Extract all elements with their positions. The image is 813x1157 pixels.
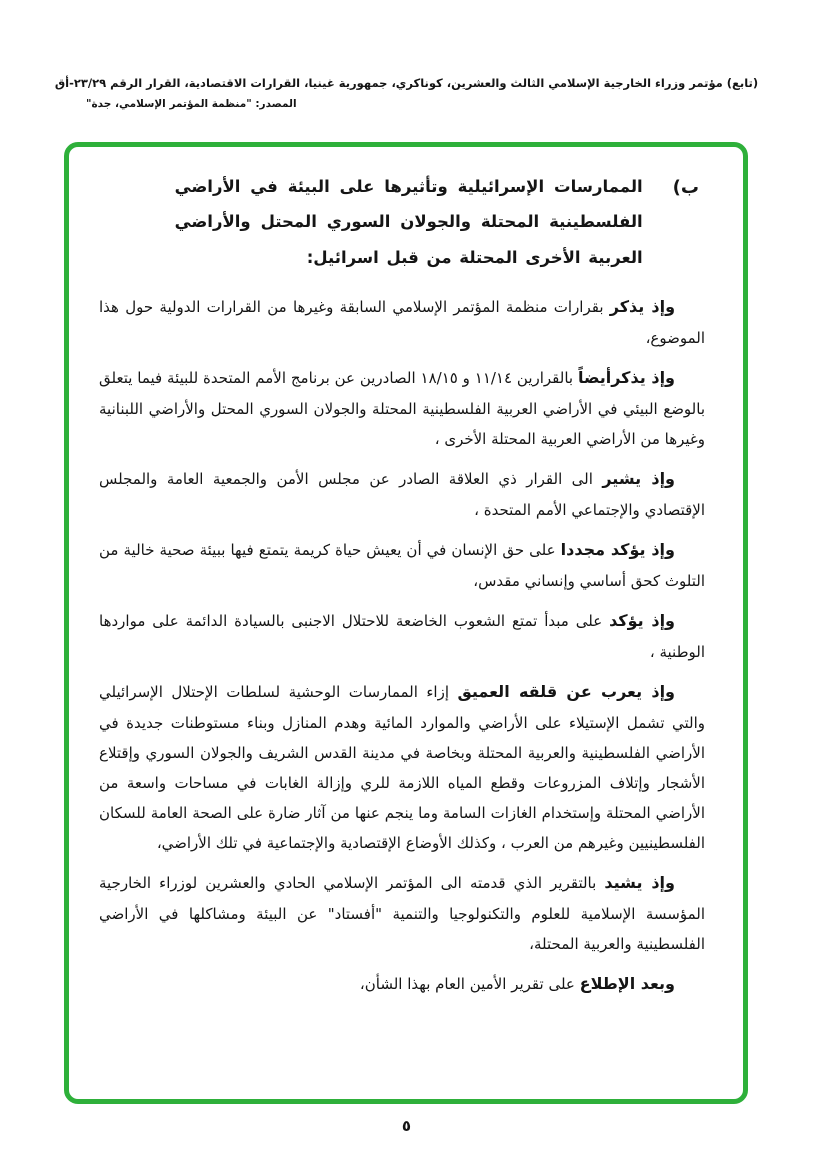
paragraph-1-text: بقرارات منظمة المؤتمر الإسلامي السابقة وغيرها من القرارات الدولية حول هذا الموضوع، (99, 298, 705, 348)
page-number: ٥ (401, 1117, 412, 1135)
paragraph-5 (99, 605, 705, 667)
paragraph-4-text: على حق الإنسان في أن يعيش حياة كريمة يتمتع فيها ببيئة صحية خالية من التلوث كحق أساسي وإنساني مقدس، (99, 541, 705, 591)
section-title-row (99, 169, 699, 275)
section-marker: ب) (672, 177, 699, 198)
paragraph-2 (99, 362, 705, 454)
paragraph-8-text: على تقرير الأمين العام بهذا الشأن، (359, 975, 580, 994)
content-frame (64, 142, 748, 1104)
resolution-paragraphs (99, 291, 705, 1000)
paragraph-6-text: إزاء الممارسات الوحشية لسلطات الإحتلال الإسرائيلي والتي تشمل الإستيلاء على الأراضي والموارد المائية وهدم المنازل وبناء مستوطنات جديدة في الأراضي الفلسطينية والعربية المحتلة وبخاصة في مدينة القدس الشريف والجولان السوري وإقتلاع الأشجار وإتلاف المزروعات وقطع المياه اللازمة للري وإزالة الغابات في مساحات واسعة من الأراضي المحتلة وإستخدام الغازات السامة وما ينجم عنها من آثار ضارة على الصحة العامة للسكان الفلسطينيين وغيرهم من العرب ، وكذلك الأوضاع الإقتصادية والإجتماعية في تلك الأراضي، (99, 683, 705, 853)
paragraph-1 (99, 291, 705, 353)
paragraph-8 (99, 968, 705, 1000)
paragraph-6-lead: وإذ يعرب عن قلقه العميق (457, 682, 675, 702)
document-header (0, 76, 813, 110)
paragraph-3 (99, 463, 705, 525)
paragraph-5-lead: وإذ يؤكد (609, 611, 675, 631)
section-title: الممارسات الإسرائيلية وتأثيرها على البيئة في الأراضي الفلسطينية المحتلة والجولان السوري المحتل والأراضي العربية الأخرى المحتلة من قبل اسرائيل: (174, 177, 643, 267)
paragraph-7-lead: وإذ يشيد (604, 873, 675, 893)
paragraph-2-text: بالقرارين ١١/١٤ و ١٨/١٥ الصادرين عن برنامج الأمم المتحدة للبيئة فيما يتعلق بالوضع البيئي في الأراضي العربية الفلسطينية المحتلة والجولان السوري المحتل والأراضي اللبنانية وغيرها من الأراضي العربية المحتلة الأخرى ، (99, 369, 705, 449)
paragraph-8-lead: وبعد الإطلاع (579, 974, 675, 994)
paragraph-7 (99, 867, 705, 959)
paragraph-6 (99, 676, 705, 858)
header-source: المصدر: "منظمة المؤتمر الإسلامي، جدة" (86, 98, 297, 110)
paragraph-3-text: الى القرار ذي العلاقة الصادر عن مجلس الأمن والجمعية العامة والمجلس الإقتصادي والإجتماعي الأمم المتحدة ، (99, 470, 705, 520)
header-citation: (تابع) مؤتمر وزراء الخارجية الإسلامي الثالث والعشرين، كوناكري، جمهورية غينيا، القرارات الاقتصادية، القرار الرقم ٢٣/٢٩-أق (54, 76, 759, 90)
paragraph-4-lead: وإذ يؤكد مجددا (560, 540, 675, 560)
paragraph-2-lead: وإذ يذكرأيضاً (577, 368, 676, 388)
paragraph-1-lead: وإذ يذكر (609, 297, 676, 317)
paragraph-3-lead: وإذ يشير (602, 469, 675, 489)
paragraph-5-text: على مبدأ تمتع الشعوب الخاضعة للاحتلال الاجنبى بالسيادة الدائمة على مواردها الوطنية ، (99, 612, 705, 662)
paragraph-7-text: بالتقرير الذي قدمته الى المؤتمر الإسلامي الحادي والعشرين لوزراء الخارجية المؤسسة الإسلامية للعلوم والتكنولوجيا والتنمية "أفستاد" عن البيئة ومشاكلها في الأراضي الفلسطينية والعربية المحتلة، (99, 874, 705, 954)
paragraph-4 (99, 534, 705, 596)
